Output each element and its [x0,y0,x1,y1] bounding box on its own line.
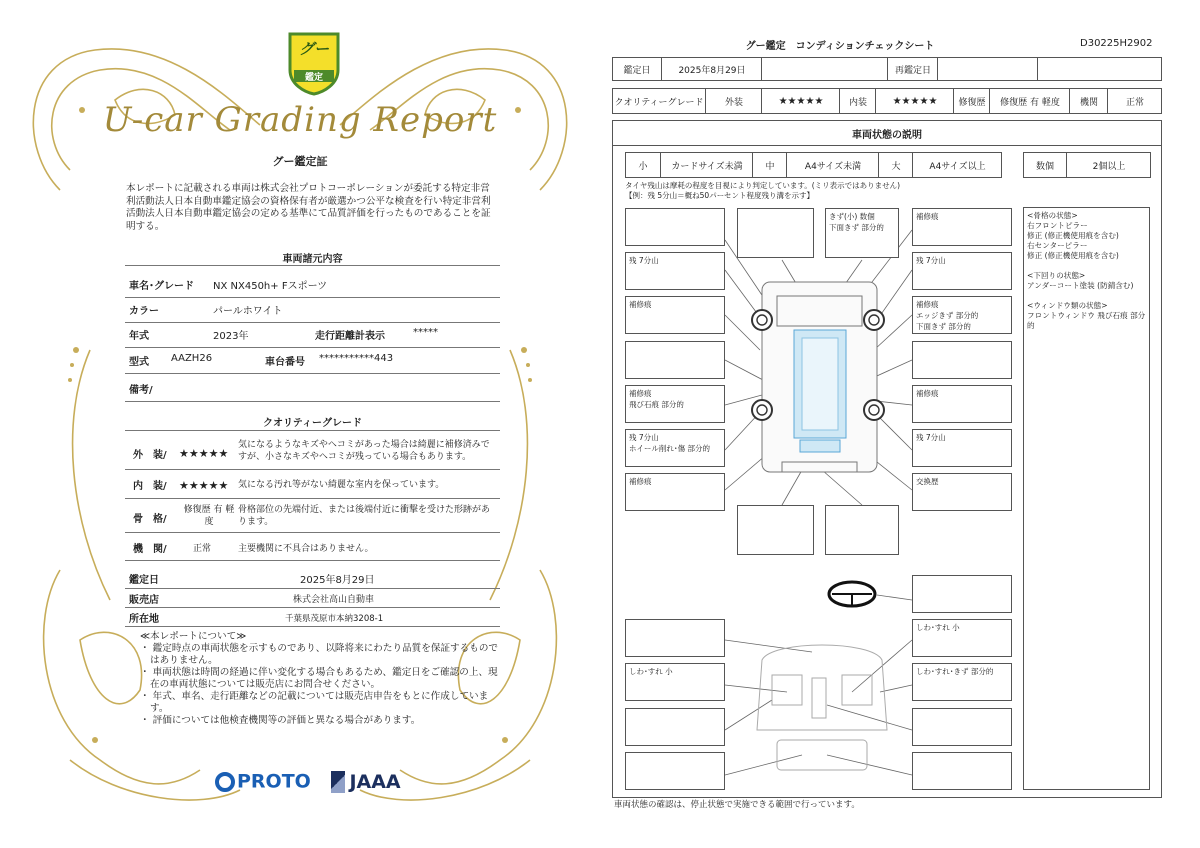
remark-box [737,505,814,555]
side-note-line: 右フロントピラー [1027,221,1088,230]
remark-box: 残 7分山 [912,252,1012,290]
remark-box: 補修痕 飛び石痕 部分的 [625,385,725,423]
rep-label: 修復歴 [953,89,990,113]
mileage-label: 走行距離計表示 [315,331,385,342]
mileage-value: ***** [413,327,438,338]
remark-box: きず(小) 数個 下面きず 部分的 [825,208,899,258]
quality-label: 機 関/ [133,544,167,555]
reappraisal-value [937,58,1038,80]
quality-label: 骨 格/ [133,514,167,525]
size-small-desc: カードサイズ未満 [660,153,753,177]
remark-box: 補修痕 [912,208,1012,246]
remark-box [825,505,899,555]
side-note-line: <ウィンドウ類の状態> [1027,301,1108,310]
remark-box: 補修痕 [625,473,725,511]
date-label: 鑑定日 [623,65,651,76]
spec-row-color [125,302,500,323]
spec-row-remarks [125,381,500,402]
size-large-desc: A4サイズ以上 [912,153,1002,177]
quality-desc: 骨格部位の先端付近、または後端付近に衝撃を受けた形跡があります。 [238,505,491,527]
qg-label: クオリティーグレード [614,97,704,108]
dealer-value: 株式会社高山自動車 [293,595,375,605]
spec-divider [125,265,500,266]
quality-row-exterior [125,437,500,470]
steering-wheel-icon [829,582,875,606]
remark-box [625,708,725,746]
color-label: カラー [129,306,159,317]
jaaa-logo-icon [331,771,345,793]
quality-desc: 主要機関に不具合はありません。 [238,544,374,554]
size-medium-desc: A4サイズ未満 [786,153,879,177]
color-value: パールホワイト [213,306,283,317]
certificate-text: 本レポートに記載される車両は株式会社プロトコーポレーションが委託する特定非営利活動法人日本自動車鑑定協会の資格保有者が厳選かつ公平な検査を行い特定非営利活動法人日本自動車鑑定協会の定める基準にて品質評価を行ったものであることを証明する。 [126,183,491,232]
jaaa-logo-text: JAAA [349,770,401,793]
count-label: 数個 [1035,161,1054,172]
remark-box: 残 7分山 ホイール削れ･傷 部分的 [625,429,725,467]
quality-label: 内 装/ [133,481,167,492]
side-note-line: <骨格の状態> [1027,211,1078,220]
rep-value: 修復歴 有 軽度 [989,89,1070,113]
count-legend [1023,152,1151,178]
remark-box [625,619,725,657]
remark-box: 残 7分山 [625,252,725,290]
right-title: グー鑑定 コンディションチェックシート [745,41,935,52]
spec-row-model [125,353,500,374]
ext-label: 外装 [705,89,762,113]
side-note-line: 右センターピラー [1027,241,1088,250]
address-row [125,608,500,627]
side-note-line [1027,291,1146,301]
proto-logo-text: PROTO [237,770,311,793]
quality-grade: ★★★★★ [179,479,229,492]
quality-desc: 気になる汚れ等がない綺麗な室内を保っています。 [238,480,445,490]
quality-divider [125,430,500,431]
remark-box [912,575,1012,613]
name-value: NX NX450h+ Fスポーツ [213,281,328,292]
quality-row-frame [125,502,500,533]
certificate-title: グー鑑定証 [272,155,328,168]
notes-title: ≪本レポートについて≫ [140,631,247,642]
side-note-line: <下回りの状態> [1027,271,1086,280]
appraisal-date-row [125,568,500,589]
remark-box [625,752,725,790]
badge-top-text: グー [298,40,329,58]
tire-note: タイヤ残山は摩耗の程度を目視により判定しています。(ミリ表示ではありません) [625,181,901,190]
logo-area [215,770,401,793]
size-large: 大 [878,153,913,177]
condition-heading: 車両状態の説明 [612,120,1162,146]
remark-box [625,208,725,246]
remark-box: しわ･すれ 小 [625,663,725,701]
address-value: 千葉県茂原市本納3208-1 [285,614,384,624]
int-value: ★★★★★ [875,89,954,113]
grade-row [612,88,1162,114]
remark-box: 補修痕 [625,296,725,334]
remark-box [625,341,725,379]
remark-box: 交換歴 [912,473,1012,511]
size-small: 小 [638,161,648,172]
car-top-view-icon [762,282,877,472]
remark-box [912,752,1012,790]
footer-note: 車両状態の確認は、停止状態で実施できる範囲で行っています。 [614,800,860,810]
remark-box: 補修痕 エッジきず 部分的 下面きず 部分的 [912,296,1012,334]
year-value: 2023年 [213,331,249,342]
appraisal-date-label: 鑑定日 [129,575,159,586]
remark-box: しわ･すれ･きず 部分的 [912,663,1012,701]
note-item: ・ 車両状態は時間の経過に伴い変化する場合もあるため、鑑定日をご確認の上、現在の車両状態については販売店にお問合せください。 [140,667,498,690]
side-note-line [1027,261,1146,271]
report-script-title: U-car Grading Report [102,100,498,140]
remark-box: しわ･すれ 小 [912,619,1012,657]
note-item: ・ 鑑定時点の車両状態を示すものであり、以降将来にわたり品質を保証するものではありません。 [140,643,499,666]
date-value: 2025年8月29日 [661,58,762,80]
remark-box [912,341,1012,379]
quality-desc: 気になるようなキズやヘコミがあった場合は綺麗に補修済みですが、小さなキズやヘコミが残っている場合もあります。 [238,440,490,462]
side-note-line: フロントウィンドウ 飛び石痕 部分的 [1027,311,1146,330]
proto-logo-icon [215,772,235,792]
year-label: 年式 [129,331,149,342]
tire-example: 【例：残 5分山＝概ね50パーセント程度残り溝を示す】 [625,191,815,200]
int-label: 内装 [839,89,876,113]
quality-grade: ★★★★★ [179,447,229,460]
chassis-value: ***********443 [319,353,394,364]
eng-value: 正常 [1107,89,1162,113]
quality-label: 外 装/ [133,450,167,461]
spec-row-year [125,327,500,348]
spec-row-name [125,277,500,298]
spec-heading: 車両諸元内容 [282,254,343,265]
note-item: ・ 評価については他検査機関等の評価と異なる場合があります。 [140,715,421,726]
date-blank [761,58,888,80]
remark-box [737,208,814,258]
car-interior-icon [757,645,887,770]
reappraisal-blank [1037,58,1162,80]
remarks-label: 備考/ [129,385,153,396]
model-value: AAZH26 [171,353,213,364]
side-note-line: 修正 (修正機使用痕を含む) [1027,251,1119,260]
quality-row-interior [125,473,500,499]
side-notes [1023,207,1150,790]
size-legend [625,152,1002,178]
count-value: 2個以上 [1066,153,1151,177]
remark-box [912,708,1012,746]
date-row [612,57,1162,81]
model-label: 型式 [129,357,149,368]
badge-bottom-text: 鑑定 [304,73,323,83]
name-label: 車名･グレード [129,281,194,292]
side-note-line: 修正 (修正機使用痕を含む) [1027,231,1119,240]
address-label: 所在地 [129,614,159,625]
dealer-row [125,589,500,608]
quality-heading: クオリティーグレード [263,418,362,429]
doc-id: D30225H2902 [1080,38,1153,49]
size-medium: 中 [752,153,787,177]
reappraisal-label: 再鑑定日 [887,58,938,80]
remark-box: 残 7分山 [912,429,1012,467]
chassis-label: 車台番号 [265,357,305,368]
eng-label: 機関 [1069,89,1108,113]
appraisal-date-value: 2025年8月29日 [300,575,375,586]
quality-grade: 正常 [193,544,212,554]
quality-grade: 修復歴 有 軽度 [183,505,235,527]
quality-row-engine [125,536,500,561]
note-item: ・ 年式、車名、走行距離などの記載については販売店申告をもとに作成しています。 [140,691,489,714]
dealer-label: 販売店 [129,595,159,606]
side-note-line: アンダーコート塗装 (防錆含む) [1027,281,1134,290]
remark-box: 補修痕 [912,385,1012,423]
ext-value: ★★★★★ [761,89,840,113]
report-notes [140,631,500,727]
